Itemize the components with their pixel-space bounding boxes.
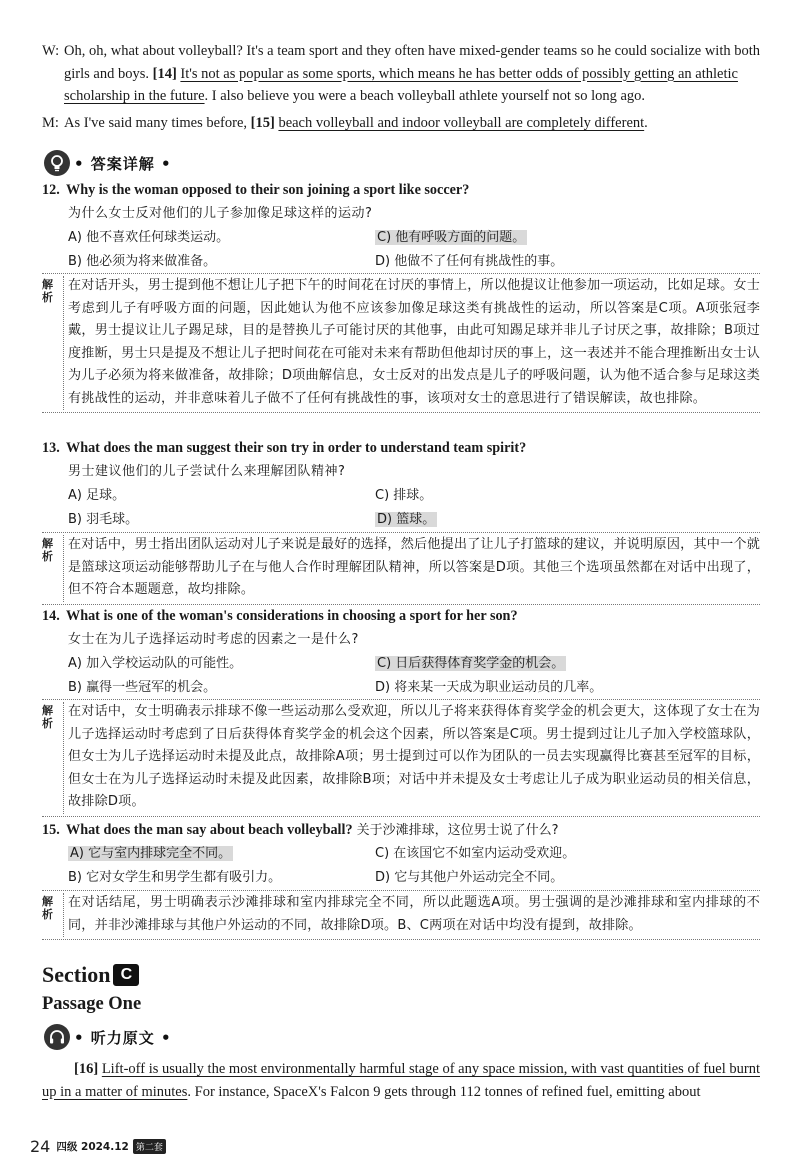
options — [42, 226, 762, 274]
dialogue-text: . — [644, 115, 648, 131]
dialogue-text: As I've said many times before, — [64, 115, 251, 131]
option-d: D) 它与其他户外运动完全不同。 — [375, 870, 564, 885]
option-d — [375, 508, 437, 532]
correct-answer-highlight: C) 他有呼吸方面的问题。 — [377, 230, 526, 245]
analysis-text: 在对话结尾，男士明确表示沙滩排球和室内排球完全不同，所以此题选A项。男士强调的是沙滩排球和室内排球的不同，并非沙滩排球与其他户外运动的不同，故排除D项。B、C两项在对话中均没有提到，故排除。 — [68, 895, 760, 933]
question-text: What does the man say about beach volleyball? — [66, 822, 353, 838]
option-c: C) 排球。 — [375, 488, 433, 503]
option-c: C) 在该国它不如室内运动受欢迎。 — [375, 846, 576, 861]
analysis-tag-label: 解析 — [42, 278, 53, 304]
lightbulb-icon — [44, 150, 70, 176]
question-block-14 — [42, 604, 762, 700]
set-label: 第二套 — [133, 1139, 166, 1154]
question-block-13 — [42, 436, 762, 532]
option-a: A) 他不喜欢任何球类运动。 — [68, 230, 230, 245]
section-title: • 答案详解 • — [74, 154, 172, 173]
analysis-tag — [42, 537, 58, 563]
question-translation: 为什么女士反对他们的儿子参加像足球这样的运动? — [68, 206, 373, 221]
correct-answer-highlight: C) 日后获得体育奖学金的机会。 — [377, 656, 565, 671]
correct-answer-highlight: A) 它与室内排球完全不同。 — [70, 846, 232, 861]
exam-label: 四级 2024.12 — [56, 1140, 129, 1153]
option-b: B) 他必须为将来做准备。 — [68, 254, 217, 269]
analysis-text: 在对话中，女士明确表示排球不像一些运动那么受欢迎，所以儿子将来获得体育奖学金的机会更大，这体现了女士在为儿子选择运动时考虑到了日后获得体育奖学金的机会这个因素，所以答案是C项。男士提到过让儿子加入学校篮球队，但女士为儿子选择运动时未提及此点，故排除A项；男士提到过可以作为团队的一员去实现赢得比赛甚至冠军的目标，但女士在为儿子选择运动时未提及此因素，故排除B项；对话中并未提及女士考虑让儿子成为职业运动员的相关信息，故排除D项。 — [68, 704, 760, 809]
underlined-key-sentence: It's not as popular as some sports, which means he has better odds of possibly getting an athletic scholarship in the future — [64, 65, 738, 104]
passage-title: Passage One — [42, 994, 142, 1014]
dialogue-line-m — [42, 112, 760, 135]
question-marker: [15] — [250, 115, 275, 131]
option-a: A) 加入学校运动队的可能性。 — [68, 656, 243, 671]
underlined-key-sentence: beach volleyball and indoor volleyball are completely different — [278, 115, 645, 131]
option-b: B) 羽毛球。 — [68, 512, 139, 527]
option-d: D) 将来某一天成为职业运动员的几率。 — [375, 680, 603, 695]
analysis-box-15 — [42, 890, 760, 940]
question-number: 15. — [42, 822, 60, 838]
question-block-12 — [42, 178, 762, 274]
question-stem — [42, 818, 762, 842]
options — [42, 842, 762, 890]
divider — [63, 893, 64, 937]
option-b: B) 它对女学生和男学生都有吸引力。 — [68, 870, 282, 885]
divider — [63, 276, 64, 410]
option-c — [375, 652, 566, 676]
analysis-tag-label: 解析 — [42, 537, 53, 563]
question-stem — [42, 436, 762, 460]
speaker-label: W: — [42, 43, 60, 59]
options — [42, 652, 762, 700]
question-number: 12. — [42, 182, 60, 198]
question-marker: [16] — [74, 1061, 99, 1077]
question-number: 14. — [42, 608, 60, 624]
section-title: • 听力原文 • — [74, 1028, 172, 1047]
dialogue-text: . I also believe you were a beach volleyball athlete yourself not so long ago. — [204, 88, 646, 104]
option-a — [68, 842, 233, 866]
section-letter-badge: C — [113, 964, 139, 986]
analysis-tag-label: 解析 — [42, 704, 53, 730]
question-stem — [42, 604, 762, 628]
analysis-box-13 — [42, 532, 760, 605]
option-d: D) 他做不了任何有挑战性的事。 — [375, 254, 564, 269]
question-translation: 男士建议他们的儿子尝试什么来理解团队精神? — [68, 464, 346, 479]
correct-answer-highlight: D) 篮球。 — [377, 512, 436, 527]
question-translation: 女士在为儿子选择运动时考虑的因素之一是什么? — [68, 632, 359, 647]
question-text: What does the man suggest their son try in order to understand team spirit? — [66, 440, 527, 456]
question-marker: [14] — [152, 65, 177, 82]
analysis-text: 在对话中，男士指出团队运动对儿子来说是最好的选择，然后他提出了让儿子打篮球的建议，并说明原因，其中一个就是篮球这项运动能够帮助儿子在与他人合作时理解团队精神，所以答案是D项。其他三个选项虽然都在对话中出现了，但不符合本题题意，故均排除。 — [68, 537, 760, 597]
option-c — [375, 226, 527, 250]
headphones-icon — [44, 1024, 70, 1050]
section-label: Section — [42, 962, 111, 987]
listening-header — [44, 1024, 172, 1050]
dialogue-text: Oh, oh, what about volleyball? It's a team sport and they often have mixed-gender teams so he could socialize with both girls and boys. — [64, 43, 760, 82]
section-heading — [42, 960, 139, 990]
answer-detail-header — [44, 150, 172, 176]
question-text: What is one of the woman's considerations in choosing a sport for her son? — [66, 608, 518, 624]
analysis-box-12 — [42, 273, 760, 413]
question-text: Why is the woman opposed to their son joining a sport like soccer? — [66, 182, 470, 198]
options — [42, 484, 762, 532]
analysis-tag — [42, 278, 58, 304]
option-a: A) 足球。 — [68, 488, 126, 503]
page-number: 24 — [30, 1136, 51, 1156]
analysis-text: 在对话开头，男士提到他不想让儿子把下午的时间花在讨厌的事情上，所以他提议让他参加一项运动，比如足球。女士考虑到儿子有呼吸方面的问题，因此她认为他不应该参加像足球这类有挑战性的运动，所以答案是C项。A项张冠李戴，男士提议让儿子踢足球，目的是替换儿子可能讨厌的其他事，由此可知踢足球并非儿子讨厌之事，故排除；B项过度推断，男士只是提及不想让儿子把时间花在可能对未来有帮助但他却讨厌的事上，这一表述并不能合理推断出女士认为儿子必须为将来做准备，故排除；D项曲解信息，女士反对的出发点是儿子的呼吸问题，认为他不适合参与足球这类有挑战性的运动，并非意味着儿子做不了任何有挑战性的事，该项对女士的意思进行了错误解读，故也排除。 — [68, 278, 760, 406]
page-footer — [30, 1136, 166, 1156]
analysis-tag — [42, 895, 58, 921]
question-translation: 关于沙滩排球，这位男士说了什么? — [352, 823, 559, 838]
divider — [63, 535, 64, 602]
question-stem — [42, 178, 762, 202]
question-block-15 — [42, 818, 762, 890]
speaker-label: M: — [42, 115, 59, 131]
dialogue-line-w — [42, 40, 760, 108]
analysis-box-14 — [42, 699, 760, 817]
underlined-key-sentence: Lift-off is usually the most environmentally harmful stage of any space mission, with vast quantities of fuel burnt up in a matter of minutes — [42, 1061, 760, 1100]
question-number: 13. — [42, 440, 60, 456]
passage-text: . For instance, SpaceX's Falcon 9 gets through 112 tonnes of refined fuel, emitting about — [187, 1083, 701, 1100]
analysis-tag-label: 解析 — [42, 895, 53, 921]
analysis-tag — [42, 704, 58, 730]
passage-paragraph — [42, 1058, 760, 1103]
option-b: B) 赢得一些冠军的机会。 — [68, 680, 217, 695]
divider — [63, 702, 64, 814]
